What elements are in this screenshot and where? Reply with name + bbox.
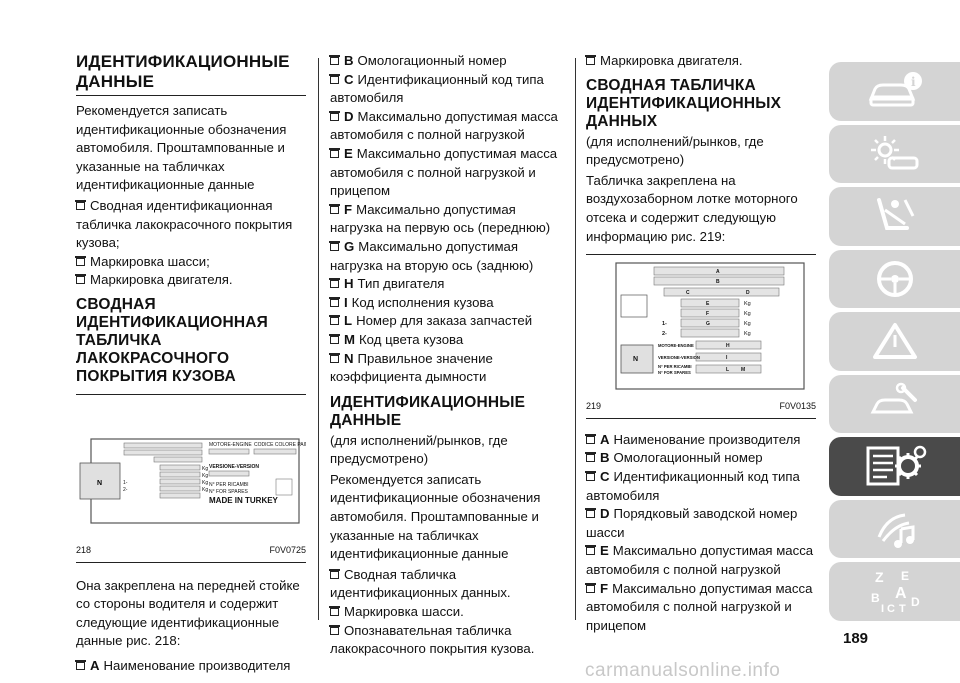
tab-safety[interactable]: [829, 187, 960, 246]
checkbox-bullet-icon: [330, 243, 339, 251]
bullet-item: Маркировка двигателя.: [76, 271, 306, 290]
checkbox-bullet-icon: [330, 57, 339, 65]
checkbox-bullet-icon: [586, 510, 595, 518]
plate-location-text: Табличка закреплена на воздухозаборном лотке моторного отсека и содержит следующую информацию рис. 219:: [586, 172, 798, 244]
svg-text:T: T: [898, 603, 906, 616]
specs-gear-icon: [860, 442, 930, 490]
svg-text:1-: 1-: [662, 321, 667, 328]
car-tools-icon: [865, 382, 925, 426]
svg-text:VERSIONE-VERSION: VERSIONE-VERSION: [209, 463, 260, 470]
svg-text:Kg: Kg: [202, 479, 209, 486]
svg-text:N° FOR SPARES: N° FOR SPARES: [209, 488, 248, 495]
checkbox-bullet-icon: [76, 276, 85, 284]
svg-text:Kg: Kg: [744, 321, 751, 328]
legend-item: L Номер для заказа запчастей: [330, 312, 560, 331]
legend-item: E Максимально допустимая масса автомобиля с полной нагрузкой и прицепом: [330, 145, 558, 199]
bullet-item: Сводная табличка идентификационных данных.: [330, 566, 511, 601]
svg-text:A: A: [716, 269, 720, 276]
svg-text:Kg: Kg: [202, 486, 209, 493]
svg-text:Kg: Kg: [202, 472, 209, 479]
paint-plate-location-text: Она закреплена на передней стойке со стороны водителя и содержит следующие идентификационные данные рис. 218:: [76, 577, 300, 649]
checkbox-bullet-icon: [586, 547, 595, 555]
figure-218: [76, 399, 306, 539]
svg-text:Kg: Kg: [202, 465, 209, 472]
legend-item: C Идентификационный код типа автомобиля: [330, 71, 544, 106]
figure-code: F0V0725: [269, 544, 306, 555]
svg-text:G: G: [706, 321, 710, 328]
checkbox-bullet-icon: [330, 571, 339, 579]
checkbox-bullet-icon: [330, 336, 339, 344]
steering-wheel-icon: [865, 257, 925, 301]
svg-text:VERSIONE-VERSION: VERSIONE-VERSION: [658, 355, 700, 361]
seat-safety-icon: [865, 194, 925, 238]
bullet-item: Опознавательная табличка лакокрасочного покрытия кузова.: [330, 622, 535, 657]
svg-text:N: N: [97, 479, 103, 487]
section-title-identification-data: ИДЕНТИФИКАЦИОННЫЕ ДАННЫЕ: [330, 393, 526, 429]
checkbox-bullet-icon: [586, 57, 595, 65]
svg-text:1-: 1-: [123, 479, 128, 486]
summary-plate-diagram: [586, 255, 816, 395]
checkbox-bullet-icon: [330, 608, 339, 616]
warning-triangle-icon: [865, 319, 925, 363]
svg-text:Kg: Kg: [744, 301, 751, 308]
svg-text:C: C: [886, 603, 895, 616]
multimedia-icon: [865, 507, 925, 551]
figure-number: 218: [76, 544, 92, 555]
svg-text:E: E: [706, 301, 710, 308]
checkbox-bullet-icon: [330, 355, 339, 363]
tab-lights-warnings[interactable]: [829, 125, 960, 184]
legend-item: F Максимально допустимая масса автомобиля с полной нагрузкой и прицепом: [586, 580, 813, 633]
column-1: [76, 52, 306, 676]
checkbox-bullet-icon: [586, 473, 595, 481]
checkbox-bullet-icon: [330, 627, 339, 635]
column-divider: [318, 58, 319, 620]
svg-text:L: L: [726, 367, 730, 374]
svg-text:B: B: [870, 591, 880, 606]
tab-starting-driving[interactable]: [829, 250, 960, 309]
bullet-item: Маркировка шасси.: [330, 603, 560, 622]
svg-text:2-: 2-: [123, 486, 128, 493]
tab-index[interactable]: [829, 562, 960, 621]
legend-item: N Правильное значение коэффициента дымности: [330, 350, 493, 385]
column-2: [330, 52, 560, 659]
car-info-icon: [865, 69, 925, 113]
svg-text:H: H: [726, 343, 730, 350]
legend-item: C Идентификационный код типа автомобиля: [586, 468, 800, 503]
market-note: (для исполнений/рынков, где предусмотрено): [586, 133, 764, 168]
page-number: 189: [843, 630, 869, 647]
svg-text:i: i: [910, 75, 916, 90]
column-3: [586, 52, 816, 635]
intro-text: Рекомендуется записать идентификационные обозначения автомобиля. Проштампованные и указанные на табличках идентификационные данные: [330, 471, 541, 562]
checkbox-bullet-icon: [586, 436, 595, 444]
svg-text:MADE IN TURKEY: MADE IN TURKEY: [209, 495, 278, 505]
svg-text:F: F: [706, 311, 710, 318]
column-divider: [575, 58, 576, 620]
checkbox-bullet-icon: [586, 454, 595, 462]
section-title-identification: ИДЕНТИФИКАЦИОННЫЕ ДАННЫЕ: [76, 52, 306, 96]
figure-219: [586, 255, 816, 395]
svg-text:A: A: [894, 585, 907, 603]
legend-item: B Омологационный номер: [330, 52, 560, 71]
svg-text:D: D: [910, 595, 920, 610]
alphabetical-index-icon: [865, 566, 925, 616]
section-title-summary-plate: СВОДНАЯ ТАБЛИЧКА ИДЕНТИФИКАЦИОННЫХ ДАННЫХ: [586, 76, 782, 130]
tab-maintenance[interactable]: [829, 375, 960, 434]
tab-multimedia[interactable]: [829, 500, 960, 559]
legend-item: A Наименование производителя: [586, 431, 816, 450]
svg-text:Kg: Kg: [744, 331, 751, 338]
svg-text:I: I: [880, 603, 884, 616]
checkbox-bullet-icon: [330, 150, 339, 158]
svg-text:I: I: [726, 355, 728, 362]
tab-emergency[interactable]: [829, 312, 960, 371]
svg-text:E: E: [900, 569, 909, 584]
svg-text:2-: 2-: [662, 331, 667, 338]
svg-text:N° PER RICAMBI: N° PER RICAMBI: [658, 364, 692, 370]
car-lights-warning-icon: [865, 132, 925, 176]
svg-text:N° FOR SPARES: N° FOR SPARES: [658, 370, 691, 376]
intro-text: Рекомендуется записать идентификационные обозначения автомобиля. Проштампованные и указанные на табличках идентификационные данные: [76, 103, 287, 193]
svg-text:B: B: [716, 279, 720, 286]
checkbox-bullet-icon: [330, 76, 339, 84]
legend-item: I Код исполнения кузова: [330, 294, 560, 313]
svg-text:CODICE COLORE PAINT: CODICE COLORE PAINT: [254, 441, 306, 448]
section-title-paint-plate: СВОДНАЯ ИДЕНТИФИКАЦИОННАЯ ТАБЛИЧКА ЛАКОКРАСОЧНОГО ПОКРЫТИЯ КУЗОВА: [76, 296, 306, 395]
svg-text:D: D: [746, 290, 750, 297]
svg-text:MOTORE-ENGINE: MOTORE-ENGINE: [658, 343, 694, 349]
svg-text:Z: Z: [874, 569, 884, 586]
svg-text:C: C: [686, 290, 690, 297]
svg-text:MOTORE-ENGINE: MOTORE-ENGINE: [209, 441, 252, 448]
legend-item: H Тип двигателя: [330, 275, 560, 294]
checkbox-bullet-icon: [330, 206, 339, 214]
svg-text:M: M: [741, 367, 746, 374]
checkbox-bullet-icon: [330, 317, 339, 325]
legend-item: M Код цвета кузова: [330, 331, 560, 350]
checkbox-bullet-icon: [76, 662, 85, 670]
legend-item: A Наименование производителя: [76, 657, 306, 676]
legend-item: D Максимально допустимая масса автомобиля с полной нагрузкой: [330, 108, 558, 143]
checkbox-bullet-icon: [76, 258, 85, 266]
checkbox-bullet-icon: [330, 113, 339, 121]
market-note: (для исполнений/рынков, где предусмотрено): [330, 432, 508, 467]
paint-plate-diagram: [76, 399, 306, 539]
legend-item: B Омологационный номер: [586, 449, 816, 468]
figure-number: 219: [586, 401, 602, 412]
tab-car-info[interactable]: [829, 62, 960, 121]
svg-text:N: N: [633, 356, 639, 364]
bullet-item: Маркировка шасси;: [76, 253, 306, 272]
figure-caption: [586, 395, 816, 419]
checkbox-bullet-icon: [76, 202, 85, 210]
watermark: carmanualsonline.info: [585, 660, 781, 681]
checkbox-bullet-icon: [330, 280, 339, 288]
legend-item: E Максимально допустимая масса автомобиля с полной нагрузкой: [586, 543, 814, 577]
bullet-item: Сводная идентификационная табличка лакокрасочного покрытия кузова;: [76, 197, 293, 251]
legend-item: D Порядковый заводской номер шасси: [586, 506, 798, 540]
legend-item: G Максимально допустимая нагрузка на вторую ось (заднюю): [330, 238, 534, 273]
svg-text:N° PER RICAMBI: N° PER RICAMBI: [209, 481, 249, 488]
chapter-tabs: [829, 62, 960, 625]
figure-code: F0V0135: [779, 401, 816, 412]
checkbox-bullet-icon: [330, 299, 339, 307]
checkbox-bullet-icon: [586, 585, 595, 593]
figure-caption: [76, 539, 306, 563]
svg-text:Kg: Kg: [744, 311, 751, 318]
bullet-item: Маркировка двигателя.: [586, 52, 816, 71]
legend-item: F Максимально допустимая нагрузка на первую ось (переднюю): [330, 201, 551, 236]
tab-technical-data[interactable]: [829, 437, 960, 496]
